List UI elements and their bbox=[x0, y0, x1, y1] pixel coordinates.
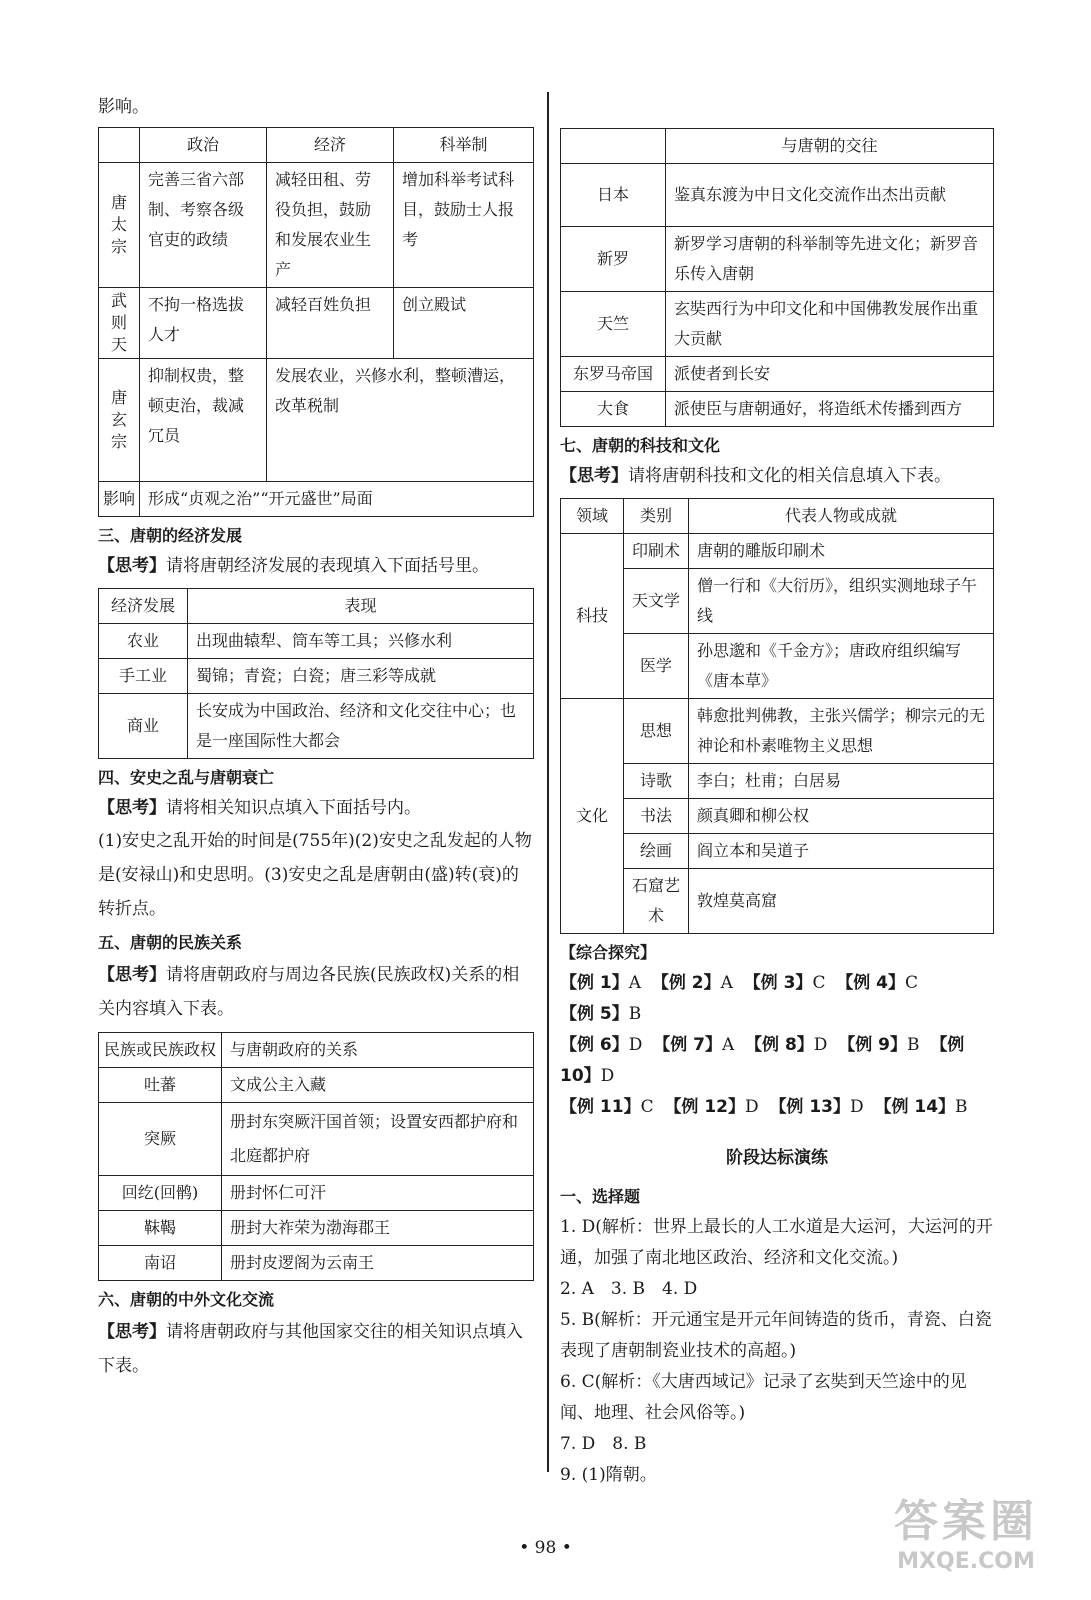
table-row: 与唐朝的交往 bbox=[561, 129, 994, 164]
header-exam: 科举制 bbox=[394, 128, 534, 163]
foreign-exchange-table bbox=[560, 128, 994, 427]
table-row: 回纥(回鹘) 册封怀仁可汗 bbox=[99, 1176, 534, 1211]
section-title: 三、唐朝的经济发展 bbox=[98, 526, 243, 545]
table-row: 手工业 蜀锦；青瓷；白瓷；唐三彩等成就 bbox=[99, 659, 534, 694]
table-row: 天文学 僧一行和《大衍历》，组织实测地球子午线 bbox=[561, 569, 994, 634]
table-row: 商业 长安成为中国政治、经济和文化交往中心；也是一座国际性大都会 bbox=[99, 694, 534, 759]
think-prompt: 【思考】请将相关知识点填入下面括号内。 bbox=[98, 798, 421, 818]
table-row: 唐玄宗 抑制权贵，整顿吏治，裁减冗员 发展农业，兴修水利，整顿漕运，改革税制 bbox=[99, 359, 534, 482]
think-prompt: 【思考】请将唐朝科技和文化的相关信息填入下表。 bbox=[560, 466, 951, 486]
section-title: 四、安史之乱与唐朝衰亡 bbox=[98, 768, 275, 787]
header-politics: 政治 bbox=[140, 128, 267, 163]
answer-line: 【例 6】D 【例 7】A 【例 8】D 【例 9】B 【例 10】D bbox=[560, 1035, 965, 1086]
table-row: 书法 颜真卿和柳公权 bbox=[561, 799, 994, 834]
table-row: 武则天 不拘一格选拔人才 减轻百姓负担 创立殿试 bbox=[99, 288, 534, 359]
table-row: 石窟艺术 敦煌莫高窟 bbox=[561, 869, 994, 934]
section-title: 六、唐朝的中外文化交流 bbox=[98, 1290, 275, 1309]
row-label: 武则天 bbox=[99, 288, 140, 359]
table-row: 经济发展 表现 bbox=[99, 589, 534, 624]
table-row: 文化 思想 韩愈批判佛教，主张兴儒学；柳宗元的无神论和朴素唯物主义思想 bbox=[561, 699, 994, 764]
think-prompt: 【思考】请将唐朝政府与周边各民族(民族政权)关系的相关内容填入下表。 bbox=[98, 965, 520, 1019]
row-label: 影响 bbox=[99, 482, 140, 517]
table-row: 诗歌 李白；杜甫；白居易 bbox=[561, 764, 994, 799]
section-body: (1)安史之乱开始的时间是(755年)(2)安史之乱发起的人物是(安禄山)和史思明。(3)安史之乱是唐朝由(盛)转(衰)的转折点。 bbox=[98, 831, 532, 919]
answer-item: 2. A 3. B 4. D bbox=[560, 1279, 698, 1299]
section-title: 五、唐朝的民族关系 bbox=[98, 933, 243, 952]
table-row: 天竺 玄奘西行为中印文化和中国佛教发展作出重大贡献 bbox=[561, 292, 994, 357]
row-label: 唐玄宗 bbox=[99, 359, 140, 482]
table-row: 影响 形成“贞观之治”“开元盛世”局面 bbox=[99, 482, 534, 517]
answer-item: 7. D 8. B bbox=[560, 1434, 647, 1454]
domain-science: 科技 bbox=[561, 534, 624, 699]
synthesis-title: 【综合探究】 bbox=[560, 943, 657, 962]
table-row: 突厥 册封东突厥汗国首领；设置安西都护府和北庭都护府 bbox=[99, 1103, 534, 1176]
table-row: 大食 派使臣与唐朝通好，将造纸术传播到西方 bbox=[561, 392, 994, 427]
ethnic-table bbox=[98, 1032, 534, 1281]
table-row: 绘画 阎立本和吴道子 bbox=[561, 834, 994, 869]
reform-table bbox=[98, 127, 534, 517]
table-row: 靺鞨 册封大祚荣为渤海郡王 bbox=[99, 1211, 534, 1246]
section-title: 七、唐朝的科技和文化 bbox=[560, 436, 721, 455]
answer-item: 1. D(解析：世界上最长的人工水道是大运河，大运河的开通，加强了南北地区政治、经济和文化交流。) bbox=[560, 1217, 993, 1268]
table-row: 科技 印刷术 唐朝的雕版印刷术 bbox=[561, 534, 994, 569]
answer-item: 5. B(解析：开元通宝是开元年间铸造的货币，青瓷、白瓷表现了唐朝制瓷业技术的高超。) bbox=[560, 1310, 992, 1361]
answer-line: 【例 11】C 【例 12】D 【例 13】D 【例 14】B bbox=[560, 1097, 968, 1117]
left-column bbox=[98, 92, 534, 1383]
table-row bbox=[99, 128, 534, 163]
table-row: 农业 出现曲辕犁、筒车等工具；兴修水利 bbox=[99, 624, 534, 659]
intro-text: 影响。 bbox=[98, 97, 149, 117]
think-prompt: 【思考】请将唐朝政府与其他国家交往的相关知识点填入下表。 bbox=[98, 1322, 523, 1376]
answer-line: 【例 1】A 【例 2】A 【例 3】C 【例 4】C 【例 5】B bbox=[560, 973, 919, 1024]
table-row: 新罗 新罗学习唐朝的科举制等先进文化；新罗音乐传入唐朝 bbox=[561, 227, 994, 292]
page-number: • 98 • bbox=[519, 1538, 572, 1558]
column-divider bbox=[547, 92, 549, 1472]
right-column bbox=[560, 124, 994, 1491]
subsection-title: 一、选择题 bbox=[560, 1187, 641, 1206]
header-economy: 经济 bbox=[267, 128, 394, 163]
economy-table bbox=[98, 588, 534, 759]
answer-item: 6. C(解析：《大唐西域记》记录了玄奘到天竺途中的见闻、地理、社会风俗等。) bbox=[560, 1372, 967, 1423]
row-label: 唐太宗 bbox=[99, 163, 140, 288]
stage-title: 阶段达标演练 bbox=[726, 1148, 828, 1168]
watermark-logo: 答案圈 MXQE.COM bbox=[894, 1496, 1038, 1574]
think-prompt: 【思考】请将唐朝经济发展的表现填入下面括号里。 bbox=[98, 556, 489, 576]
domain-culture: 文化 bbox=[561, 699, 624, 934]
answer-item: 9. (1)隋朝。 bbox=[560, 1465, 657, 1485]
table-row: 日本 鉴真东渡为中日文化交流作出杰出贡献 bbox=[561, 164, 994, 227]
science-culture-table bbox=[560, 498, 994, 934]
table-row: 吐蕃 文成公主入藏 bbox=[99, 1068, 534, 1103]
table-row: 民族或民族政权 与唐朝政府的关系 bbox=[99, 1033, 534, 1068]
table-row: 领域 类别 代表人物或成就 bbox=[561, 499, 994, 534]
table-row: 医学 孙思邈和《千金方》；唐政府组织编写《唐本草》 bbox=[561, 634, 994, 699]
table-row: 东罗马帝国 派使者到长安 bbox=[561, 357, 994, 392]
table-row: 南诏 册封皮逻阁为云南王 bbox=[99, 1246, 534, 1281]
table-row: 唐太宗 完善三省六部制、考察各级官吏的政绩 减轻田租、劳役负担，鼓励和发展农业生产 增加科举考试科目，鼓励士人报考 bbox=[99, 163, 534, 288]
